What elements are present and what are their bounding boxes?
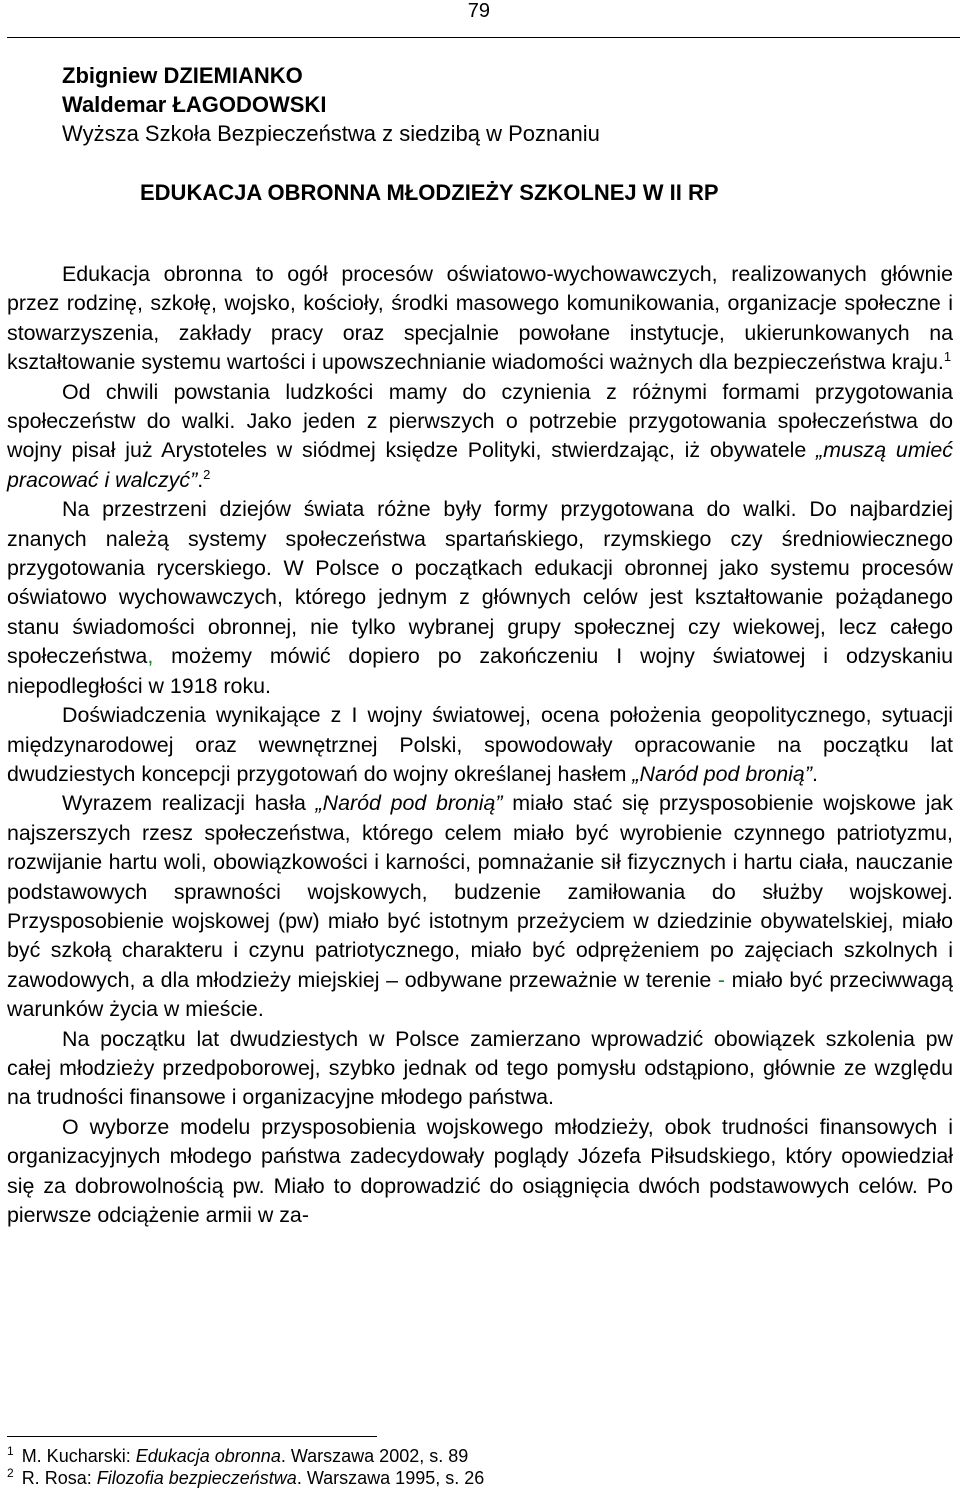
footnote: [7, 1467, 484, 1489]
paragraph: O wyborze modelu przysposobienia wojskowego młodzieży, obok trudności finansowych i organizacyjnych młodego państwa zadecydowały poglądy Józefa Piłsudskiego, który opowiedział się za dobrowolnością pw. Miało to doprowadzić do osiągnięcia dwóch podstawowych celów. Po pierwsze odciążenie armii w za-: [7, 1114, 953, 1227]
paragraph: Na początku lat dwudziestych w Polsce zamierzano wprowadzić obowiązek szkolenia pw całej młodzieży przedpoborowej, szybko jednak od tego pomysłu odstąpiono, głównie ze względu na trudności finansowe i organizacyjne młodego państwa.: [7, 1026, 953, 1110]
article-title: EDUKACJA OBRONNA MŁODZIEŻY SZKOLNEJ W II RP: [140, 180, 719, 205]
paragraph-text: miało stać się przysposobienie wojskowe jak najszerszych rzesz społeczeństwa, którego celem miało być wyrobienie czynnego patriotyzmu, rozwijanie hartu woli, obowiązkowości i karności, pomnażanie sił fizycznych i hartu ciała, nauczanie podstawowych sprawności wojskowych, budzenie zamiłowania do służby wojskowej. Przysposobienie wojskowej (pw) miało być istotnym przeżyciem w dziedzinie obywatelskiej, miało być szkołą charakteru i czynu patriotycznego, miało być odprężeniem po zajęciach szkolnych i zawodowych, a dla młodzieży miejskiej – odbywane przeważnie w terenie: [7, 791, 953, 992]
green-comma: ,: [147, 644, 154, 669]
author-block: [62, 61, 600, 148]
header-rule: [7, 37, 960, 38]
paragraph-text: Wyrazem realizacji hasła: [62, 791, 316, 816]
footnote-number: 1: [7, 1444, 14, 1458]
footnote-title: Filozofia bezpieczeństwa: [96, 1468, 297, 1488]
paragraph-text: Od chwili powstania ludzkości mamy do czynienia z różnymi formami przygotowania społeczeństw do walki. Jako jeden z pierwszych o potrzebie przygotowania społeczeństwa do wojny pisał już Arystoteles w siódmej księdze Polityki, stwierdzając, iż obywatele: [7, 379, 953, 463]
paragraph: [7, 701, 953, 789]
paragraph-text: Na przestrzeni dziejów świata różne były formy przygotowana do walki. Do najbardziej znanych należą systemy społeczeństwa spartańskiego, rzymskiego czy średniowiecznego przygotowania rycerskiego. W Polsce o początkach edukacji obronnej jako systemu procesów oświatowo wychowawczych, którego jednym z głównych celów jest kształtowanie pożądanego stanu świadomości obronnej, nie tylko wybranej grupy społecznej czy wiekowej, lecz całego społeczeństwa: [7, 497, 953, 669]
footnotes: [7, 1445, 484, 1489]
author-name: Zbigniew DZIEMIANKO: [62, 63, 303, 88]
quotation: „Naród pod bronią”: [632, 761, 812, 786]
quotation: „Naród pod bronią”: [315, 791, 503, 816]
paragraph-text: możemy mówić dopiero po zakończeniu I wojny światowej i odzyskaniu niepodległości w 1918 roku.: [7, 644, 953, 698]
green-dash: -: [717, 967, 725, 992]
paragraph-text: miało być przeciwwagą warunków życia w mieście.: [7, 967, 953, 1022]
affiliation: Wyższa Szkoła Bezpieczeństwa z siedzibą w Poznaniu: [62, 121, 600, 146]
footnote-title: Edukacja obronna: [135, 1446, 281, 1466]
paragraph: [7, 495, 953, 701]
footnote-ref: 2: [203, 466, 211, 482]
quotation: „muszą umieć pracować i walczyć”: [7, 438, 953, 492]
paragraph: [7, 378, 953, 496]
footnote-ref: 1: [943, 349, 952, 365]
paragraph-text: Doświadczenia wynikające z I wojny światowej, ocena położenia geopolitycznego, sytuacji międzynarodowej oraz wewnętrznej Polski, spowodowały opracowanie na początku lat dwudziestych koncepcji przygotowań do wojny określanej hasłem: [7, 703, 953, 786]
paragraph-text: .: [197, 467, 204, 492]
paragraph-text: .: [811, 761, 818, 786]
page-number: 79: [467, 0, 490, 22]
footnote-publication: . Warszawa 2002, s. 89: [280, 1446, 469, 1466]
footnote: [7, 1445, 484, 1467]
footnote-rule: [7, 1436, 377, 1437]
footnote-author: R. Rosa:: [21, 1468, 97, 1488]
footnote-publication: . Warszawa 1995, s. 26: [296, 1468, 485, 1488]
paragraph: [7, 260, 953, 378]
footnote-author: M. Kucharski:: [21, 1446, 136, 1466]
paragraph: [7, 789, 953, 1024]
article-body: [7, 260, 953, 1230]
paragraph-text: Edukacja obronna to ogół procesów oświatowo-wychowawczych, realizowanych głównie przez rodzinę, szkołę, wojsko, kościoły, środki masowego komunikowania, organizacje społeczne i stowarzyszenia, zakłady pracy oraz specjalnie powołane instytucje, ukierunkowanych na kształtowanie systemu wartości i upowszechnianie wiadomości ważnych dla bezpieczeństwa kraju.: [7, 262, 953, 375]
author-name: Waldemar ŁAGODOWSKI: [62, 92, 327, 117]
footnote-number: 2: [7, 1466, 14, 1480]
